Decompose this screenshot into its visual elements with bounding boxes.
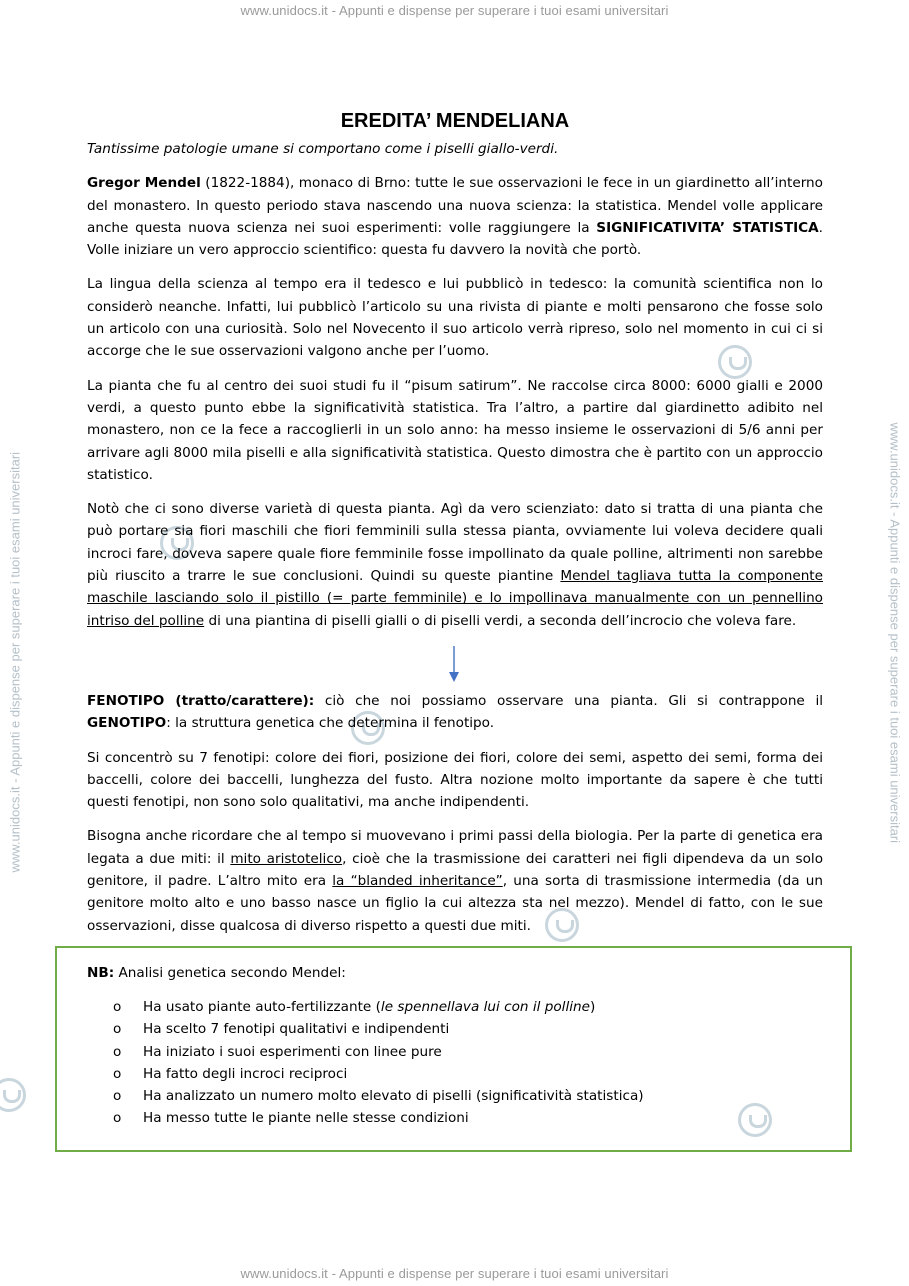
right-side-watermark: www.unidocs.it - Appunti e dispense per superare i tuoi esami universitari [887,422,903,844]
language-paragraph: La lingua della scienza al tempo era il tedesco e lui pubblicò in tedesco: la comunità scientifica non lo considerò neanche. Infatti, lui pubblicò l’articolo su una rivista di piante e molti pensarono che fosse solo un articolo con una curiosità. Solo nel Novecento il suo articolo verrà ripreso, solo nel momento in cui ci si accorge che le sue osservazioni valgono anche per l’uomo. [87,276,823,360]
aristotelian-myth: mito aristotelico [230,850,343,867]
nb-label: NB: [87,965,115,981]
myths-text-a: Bisogna anche ricordare che al tempo si muovevano i primi passi della biologia. Per la parte di genetica era legata a due miti: il [87,828,823,867]
blended-inheritance: la “blanded inheritance” [332,873,503,890]
pollination-underlined: Mendel tagliava tutta la componente maschile lasciando solo il pistillo (= parte femminile) e lo impollinava manualmente con un pennellino intriso del polline [87,568,824,629]
item-text: Ha usato piante auto-fertilizzante ( [143,999,381,1015]
genotype-term: GENOTIPO [87,715,167,732]
bullet-icon: o [113,1088,122,1105]
page-title: EREDITA’ MENDELIANA [340,110,570,132]
list-item [113,1063,644,1085]
nb-list [113,996,644,1130]
list-item [113,1107,644,1129]
document-body [87,108,823,949]
list-item [113,1085,644,1107]
nb-heading [87,962,346,984]
watermark-logo-icon [0,1078,26,1112]
bullet-icon: o [113,999,122,1015]
item-text: Ha analizzato un numero molto elevato di piselli (significatività statistica) [143,1088,644,1105]
bullet-icon: o [113,1021,122,1038]
varieties-text-a: Notò che ci sono diverse varietà di questa pianta. Agì da vero scienziato: dato si tratta di una pianta che può portare sia fiori maschili che fiori femminili sulla stessa pianta, ovviamente lui voleva decidere quali incroci fare, doveva sapere quale fiore femminile fosse impollinato da quale polline, altrimenti non sarebbe più riuscito a trarre le sue conclusioni. Quindi su queste piantine [87,501,823,585]
header-watermark: www.unidocs.it - Appunti e dispense per superare i tuoi esami universitari [240,3,669,18]
mendel-text-b: . Volle iniziare un vero approccio scientifico: questa fu davvero la novità che portò. [87,219,823,259]
mendel-text-a: (1822-1884), monaco di Brno: tutte le sue osservazioni le fece in un giardinetto all’interno del monastero. In questo periodo stava nascendo una nuova scienza: la statistica. Mendel volle applicare anche questa nuova scienza nei suoi esperimenti: volle raggiungere la [87,175,823,236]
list-item [113,996,644,1018]
intro-paragraph: Tantissime patologie umane si comportano come i piselli giallo-verdi. [87,141,559,157]
mendel-name: Gregor Mendel [87,175,201,192]
myths-text-b: , cioè che la trasmissione dei caratteri nei figli dipendeva da un solo genitore, il padre. L’altro mito era [87,850,824,890]
arrow-container [87,644,823,690]
left-side-watermark: www.unidocs.it - Appunti e dispense per superare i tuoi esami universitari [7,451,23,873]
phenotype-term: FENOTIPO (tratto/carattere): [87,692,315,709]
varieties-text-b: di una piantina di piselli gialli o di piselli verdi, a seconda dell’incrocio che voleva fare. [204,612,797,629]
myths-text-c: , una sorta di trasmissione intermedia (da un genitore molto alto e uno basso nasce un figlio la cui altezza sta nel mezzo). Mendel di fatto, con le sue osservazioni, disse qualcosa di diverso rispetto a questi due miti. [87,873,823,934]
significance-term: SIGNIFICATIVITA’ STATISTICA [596,219,819,236]
item-italic: le spennellava lui con il polline [380,999,590,1015]
list-item [113,1018,644,1040]
bullet-icon: o [113,1065,122,1082]
item-text: Ha scelto 7 fenotipi qualitativi e indipendenti [143,1021,450,1038]
nb-heading-text: Analisi genetica secondo Mendel: [114,965,346,981]
list-item [113,1041,644,1063]
bullet-icon: o [113,1043,122,1060]
item-text: Ha messo tutte le piante nelle stesse condizioni [143,1110,469,1127]
seven-phenotypes-paragraph: Si concentrò su 7 fenotipi: colore dei fiori, posizione dei fiori, colore dei semi, aspetto dei semi, forma dei baccelli, colore dei baccelli, lunghezza del fusto. Altra nozione molto importante da sapere è che tutti questi fenotipi, non sono solo qualitativi, ma anche indipendenti. [87,749,823,811]
footer-watermark: www.unidocs.it - Appunti e dispense per superare i tuoi esami universitari [240,1266,669,1281]
phenotype-paragraph [87,690,823,735]
nb-summary-box [55,946,852,1152]
pisum-paragraph: La pianta che fu al centro dei suoi studi fu il “pisum satirum”. Ne raccolse circa 8000: 6000 gialli e 2000 verdi, a questo punto ebbe la significatività statistica. Tra l’altro, a partire dal giardinetto adibito nel monastero, non ce la fece a raccoglierli in un solo anno: ha messo insieme le osservazioni di 5/6 anni per arrivare agli 8000 mila piselli e alla significatività statistica. Questo dimostra che è partito con un approccio statistico. [87,377,823,483]
bullet-icon: o [113,1110,122,1127]
down-arrow-icon [449,646,459,682]
phenotype-text-a: ciò che noi possiamo osservare una pianta. Gli si contrappone il [314,692,824,709]
phenotype-text-b: : la struttura genetica che determina il fenotipo. [166,715,495,732]
item-text-end: ) [589,999,596,1015]
item-text: Ha fatto degli incroci reciproci [143,1065,348,1082]
myths-paragraph [87,825,823,936]
mendel-paragraph [87,172,823,261]
varieties-paragraph [87,498,823,632]
item-text: Ha iniziato i suoi esperimenti con linee pure [143,1043,442,1060]
